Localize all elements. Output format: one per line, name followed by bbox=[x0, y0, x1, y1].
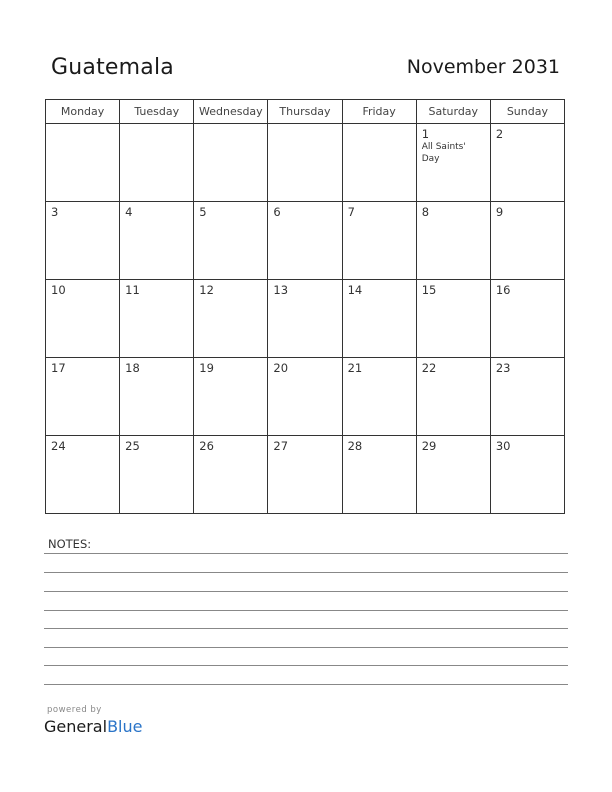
weekday-header: Thursday bbox=[268, 100, 342, 124]
week-row bbox=[46, 358, 565, 436]
country-title: Guatemala bbox=[51, 55, 174, 80]
day-cell bbox=[46, 124, 120, 202]
month-year-title: November 2031 bbox=[406, 56, 560, 78]
day-cell bbox=[268, 202, 342, 280]
weekday-header: Tuesday bbox=[120, 100, 194, 124]
weekday-header-row bbox=[46, 100, 565, 124]
day-cell bbox=[46, 358, 120, 436]
calendar-grid bbox=[45, 99, 565, 514]
day-cell bbox=[46, 280, 120, 358]
day-number: 11 bbox=[125, 283, 140, 297]
day-number: 12 bbox=[199, 283, 214, 297]
day-number: 8 bbox=[421, 205, 430, 219]
note-line bbox=[44, 684, 568, 685]
day-number: 27 bbox=[273, 439, 289, 453]
weekday-header: Monday bbox=[46, 100, 120, 124]
day-number: 3 bbox=[51, 205, 59, 219]
holiday-label: All Saints' Day bbox=[421, 142, 466, 164]
day-cell bbox=[194, 202, 268, 280]
day-cell bbox=[120, 358, 194, 436]
day-cell bbox=[46, 202, 120, 280]
week-row bbox=[46, 436, 565, 514]
day-cell bbox=[268, 280, 342, 358]
day-number: 15 bbox=[421, 283, 437, 297]
day-number: 9 bbox=[495, 205, 504, 219]
day-number: 5 bbox=[199, 205, 207, 219]
day-number: 30 bbox=[495, 439, 511, 453]
day-number: 26 bbox=[199, 439, 214, 453]
weekday-header: Friday bbox=[342, 100, 416, 124]
day-cell bbox=[342, 358, 416, 436]
week-row bbox=[46, 280, 565, 358]
note-line bbox=[44, 665, 568, 666]
day-number: 4 bbox=[125, 205, 133, 219]
weekday-header: Sunday bbox=[490, 100, 564, 124]
brand-general: General bbox=[44, 717, 108, 736]
day-cell bbox=[120, 436, 194, 514]
day-cell bbox=[490, 124, 564, 202]
note-line bbox=[44, 628, 568, 629]
day-cell bbox=[416, 280, 490, 358]
day-number: 28 bbox=[347, 439, 363, 453]
day-cell bbox=[194, 280, 268, 358]
note-line bbox=[44, 647, 568, 648]
day-cell bbox=[268, 124, 342, 202]
notes-label: NOTES: bbox=[48, 537, 92, 551]
day-number: 7 bbox=[347, 205, 355, 219]
weekday-header: Wednesday bbox=[194, 100, 268, 124]
day-number: 29 bbox=[421, 439, 437, 453]
day-number: 19 bbox=[199, 361, 214, 375]
day-cell bbox=[416, 124, 490, 202]
day-cell bbox=[268, 358, 342, 436]
note-line bbox=[44, 591, 568, 592]
day-number: 21 bbox=[347, 361, 363, 375]
day-cell bbox=[120, 202, 194, 280]
note-line bbox=[44, 610, 568, 611]
day-cell bbox=[194, 358, 268, 436]
note-line bbox=[44, 572, 568, 573]
day-cell bbox=[416, 358, 490, 436]
day-number: 23 bbox=[495, 361, 511, 375]
day-cell bbox=[194, 436, 268, 514]
day-number: 10 bbox=[51, 283, 66, 297]
brand-blue: Blue bbox=[107, 717, 143, 736]
day-number: 18 bbox=[125, 361, 140, 375]
week-row bbox=[46, 202, 565, 280]
brand-logo bbox=[44, 717, 142, 736]
day-number: 20 bbox=[273, 361, 289, 375]
day-cell bbox=[416, 436, 490, 514]
day-cell bbox=[46, 436, 120, 514]
day-number: 1 bbox=[421, 127, 430, 141]
day-cell bbox=[490, 280, 564, 358]
day-cell bbox=[342, 436, 416, 514]
day-number: 14 bbox=[347, 283, 363, 297]
day-number: 17 bbox=[51, 361, 66, 375]
day-number: 24 bbox=[51, 439, 66, 453]
day-number: 13 bbox=[273, 283, 289, 297]
day-cell bbox=[342, 124, 416, 202]
day-number: 2 bbox=[495, 127, 504, 141]
powered-by-text: powered by bbox=[47, 705, 102, 715]
day-cell bbox=[194, 124, 268, 202]
day-number: 16 bbox=[495, 283, 511, 297]
day-cell bbox=[416, 202, 490, 280]
day-number: 22 bbox=[421, 361, 437, 375]
week-row bbox=[46, 124, 565, 202]
day-number: 25 bbox=[125, 439, 140, 453]
day-cell bbox=[490, 202, 564, 280]
day-cell bbox=[490, 436, 564, 514]
day-cell bbox=[342, 202, 416, 280]
day-cell bbox=[120, 280, 194, 358]
day-cell bbox=[490, 358, 564, 436]
day-cell bbox=[120, 124, 194, 202]
day-number: 6 bbox=[273, 205, 281, 219]
weekday-header: Saturday bbox=[416, 100, 490, 124]
note-line bbox=[44, 553, 568, 554]
day-cell bbox=[268, 436, 342, 514]
day-cell bbox=[342, 280, 416, 358]
